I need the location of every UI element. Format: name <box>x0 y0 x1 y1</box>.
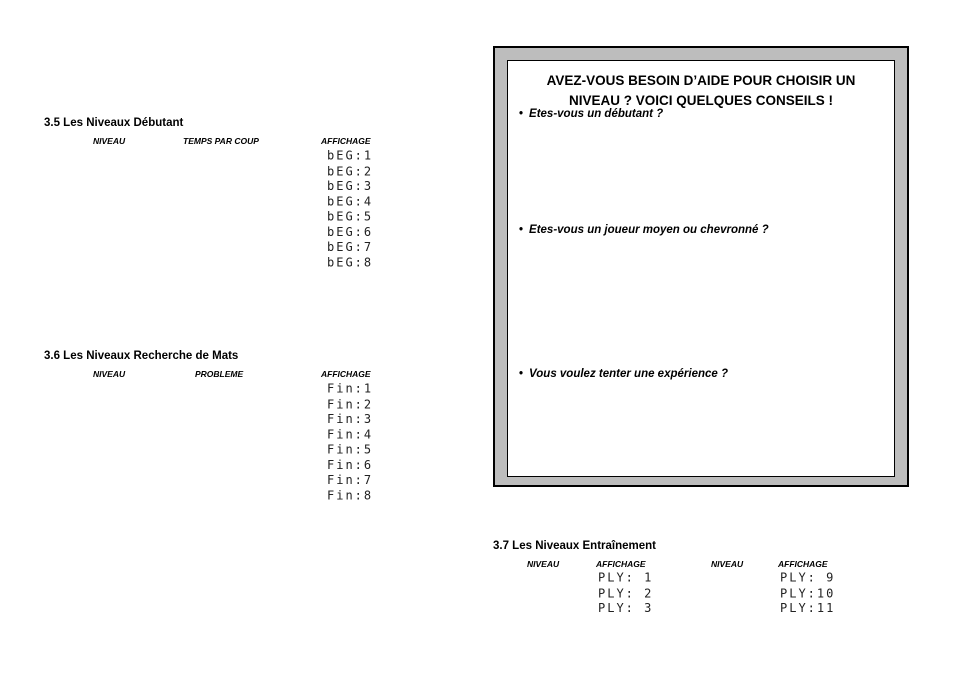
col-header-temps-par-coup: TEMPS PAR COUP <box>183 136 259 146</box>
lcd-display: bEG:6 <box>327 224 374 239</box>
display-list-entrainement-right <box>780 570 835 616</box>
display-list-mats <box>327 381 373 503</box>
lcd-display: PLY: 2 <box>598 585 654 600</box>
lcd-display: bEG:3 <box>327 178 374 194</box>
tip-text: Etes-vous un débutant ? <box>529 108 664 120</box>
col-header-niveau: NIVEAU <box>527 559 560 569</box>
col-header-affichage: AFFICHAGE <box>321 136 371 146</box>
advice-panel <box>493 46 909 487</box>
lcd-display: bEG:5 <box>327 208 374 224</box>
tip-debutant <box>519 108 663 120</box>
lcd-display: Fin:2 <box>327 396 374 411</box>
lcd-display: Fin:7 <box>327 472 374 488</box>
lcd-display: PLY:10 <box>780 585 836 600</box>
lcd-display: Fin:3 <box>327 411 374 427</box>
lcd-display: Fin:8 <box>327 487 374 503</box>
tip-experience <box>519 368 728 380</box>
lcd-display: bEG:4 <box>327 193 374 209</box>
col-header-probleme: PROBLEME <box>195 369 244 379</box>
col-header-affichage: AFFICHAGE <box>321 369 371 379</box>
bullet: • <box>519 368 524 380</box>
col-header-niveau: NIVEAU <box>93 136 126 146</box>
lcd-display: Fin:5 <box>327 441 374 457</box>
col-header-affichage: AFFICHAGE <box>596 559 646 569</box>
lcd-display: PLY:11 <box>780 600 836 616</box>
lcd-display: bEG:1 <box>327 148 374 163</box>
lcd-display: Fin:1 <box>327 381 374 396</box>
tip-joueur-moyen <box>519 224 769 236</box>
lcd-display: PLY: 3 <box>598 600 654 616</box>
col-header-niveau: NIVEAU <box>93 369 126 379</box>
advice-title-line-2: NIVEAU ? VOICI QUELQUES CONSEILS ! <box>568 93 834 108</box>
advice-panel-title <box>508 71 894 111</box>
lcd-display: bEG:7 <box>327 239 374 255</box>
lcd-display: PLY: 9 <box>780 570 836 585</box>
lcd-display: bEG:2 <box>327 163 374 178</box>
bullet: • <box>519 108 524 120</box>
tip-text: Vous voulez tenter une expérience ? <box>529 368 728 380</box>
col-header-niveau-2: NIVEAU <box>711 559 744 569</box>
advice-title-line-1: AVEZ-VOUS BESOIN D’AIDE POUR CHOISIR UN <box>546 73 856 88</box>
section-title-3-6: 3.6 Les Niveaux Recherche de Mats <box>44 350 239 362</box>
lcd-display: Fin:6 <box>327 457 374 472</box>
bullet: • <box>519 224 524 236</box>
display-list-entrainement-left <box>598 570 653 616</box>
advice-panel-inner <box>507 60 895 477</box>
lcd-display: Fin:4 <box>327 426 374 442</box>
lcd-display: bEG:8 <box>327 254 374 270</box>
display-list-debutant <box>327 148 373 270</box>
tip-text: Etes-vous un joueur moyen ou chevronné ? <box>529 224 769 236</box>
lcd-display: PLY: 1 <box>598 570 654 585</box>
col-header-affichage-2: AFFICHAGE <box>778 559 828 569</box>
section-title-3-7: 3.7 Les Niveaux Entraînement <box>493 540 656 552</box>
section-title-3-5: 3.5 Les Niveaux Débutant <box>44 117 184 129</box>
